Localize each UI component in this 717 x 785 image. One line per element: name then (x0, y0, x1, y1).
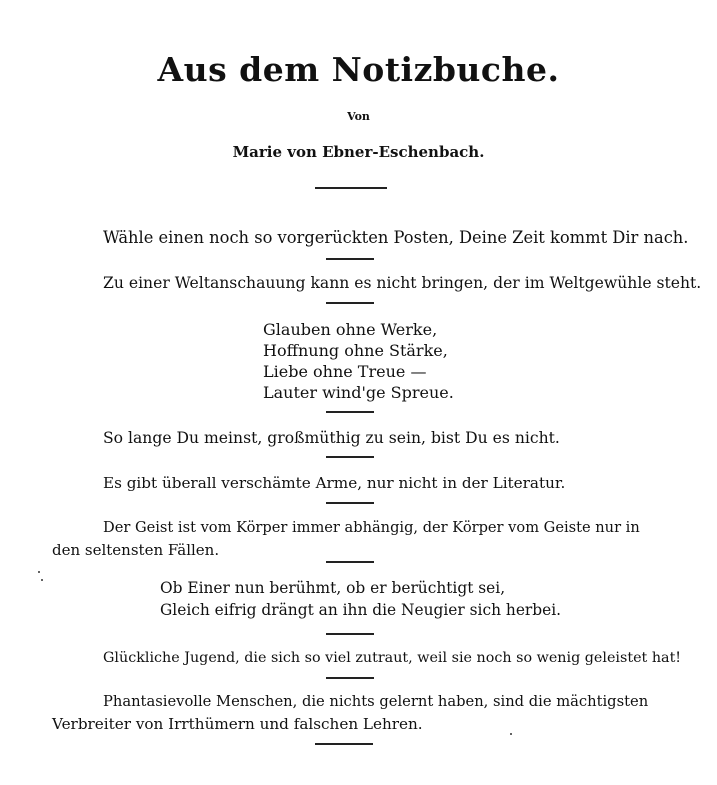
aphorism-2-line-1: Zu einer Weltanschauung kann es nicht bringen, der im Weltgewühle steht. (103, 274, 702, 292)
divider (326, 633, 374, 635)
byline: Von (347, 110, 370, 123)
divider (326, 258, 374, 260)
scan-speck (41, 579, 43, 581)
aphorism-5-line-1: Es gibt überall verschämte Arme, nur nicht in der Literatur. (103, 474, 566, 492)
divider (326, 502, 374, 504)
aphorism-3-line-2: Hoffnung ohne Stärke, (263, 341, 448, 360)
header-divider (315, 187, 387, 189)
aphorism-9-line-1: Phantasievolle Menschen, die nichts gelernt haben, sind die mächtigsten (103, 693, 649, 710)
aphorism-7-line-2: Gleich eifrig drängt an ihn die Neugier sich herbei. (160, 601, 562, 619)
aphorism-3-line-4: Lauter wind'ge Spreue. (263, 383, 454, 402)
aphorism-6-line-2: den seltensten Fällen. (52, 541, 220, 559)
scan-speck (38, 571, 40, 573)
divider (326, 677, 374, 679)
aphorism-3-line-1: Glauben ohne Werke, (263, 320, 438, 339)
divider (326, 456, 374, 458)
page-title: Aus dem Notizbuche. (157, 50, 560, 89)
aphorism-9-line-2: Verbreiter von Irrthümern und falschen Lehren. (52, 715, 423, 733)
divider (326, 302, 374, 304)
aphorism-6-line-1: Der Geist ist vom Körper immer abhängig, der Körper vom Geiste nur in (103, 519, 640, 536)
aphorism-8-line-1: Glückliche Jugend, die sich so viel zutraut, weil sie noch so wenig geleistet hat! (103, 650, 682, 666)
author-name: Marie von Ebner-Eschenbach. (232, 143, 485, 161)
aphorism-4-line-1: So lange Du meinst, großmüthig zu sein, bist Du es nicht. (103, 429, 560, 447)
divider (315, 743, 373, 745)
aphorism-1-line-1: Wähle einen noch so vorgerückten Posten, Deine Zeit kommt Dir nach. (103, 228, 689, 247)
aphorism-3-line-3: Liebe ohne Treue — (263, 362, 427, 381)
aphorism-7-line-1: Ob Einer nun berühmt, ob er berüchtigt sei, (160, 579, 506, 597)
scan-speck (510, 733, 512, 735)
divider (326, 411, 374, 413)
divider (326, 561, 374, 563)
